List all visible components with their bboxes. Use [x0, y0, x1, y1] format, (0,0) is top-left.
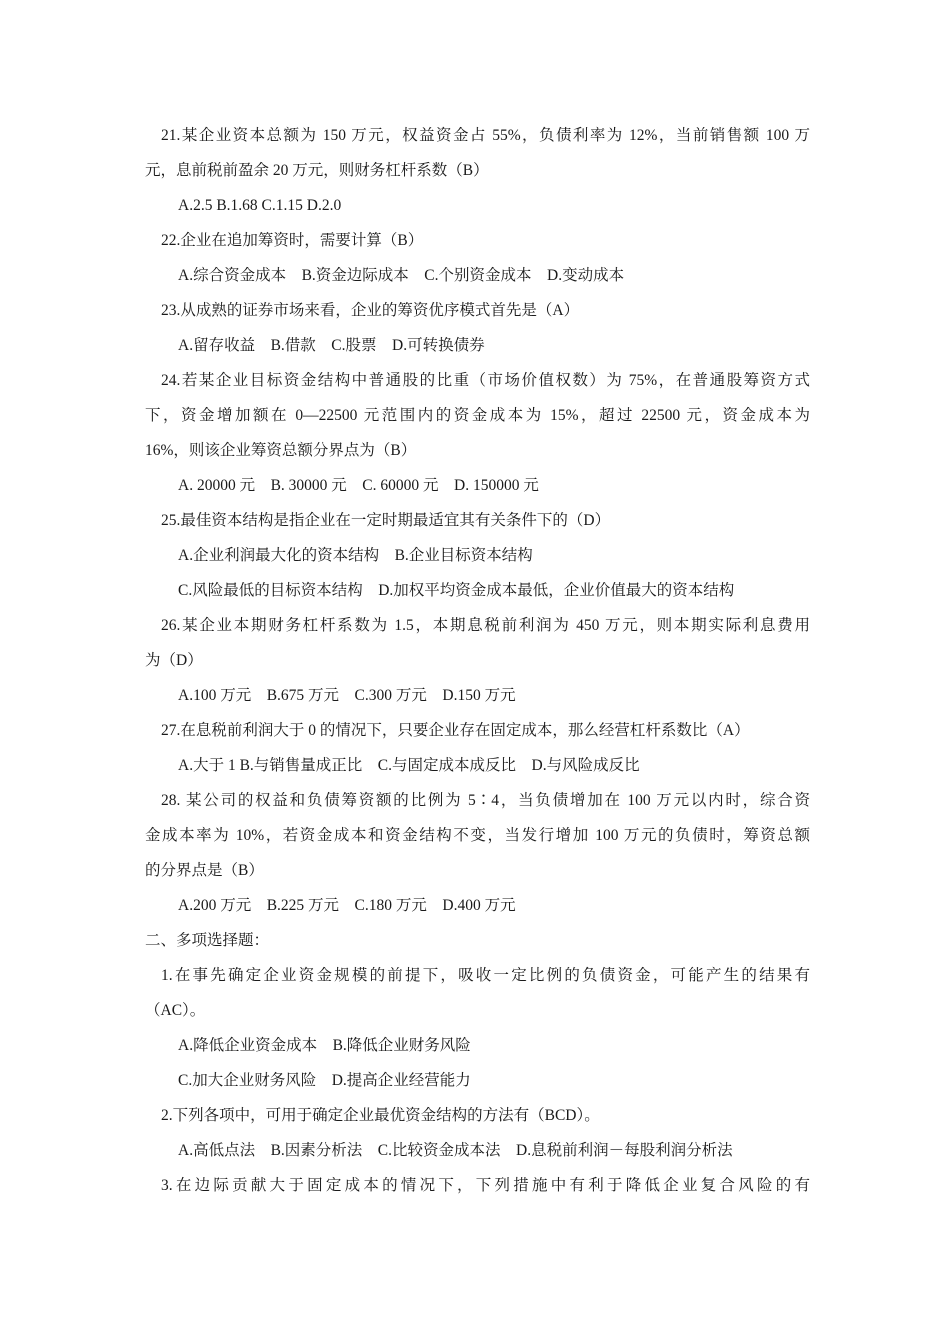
mc-question-1-line-2: （AC）。: [145, 1002, 206, 1019]
question-28-line-2: 金成本率为 10%，若资金成本和资金结构不变，当发行增加 100 万元的负债时，筹资总额: [145, 827, 810, 844]
question-21-options: A.2.5 B.1.68 C.1.15 D.2.0: [178, 197, 342, 214]
question-22-options: A.综合资金成本 B.资金边际成本 C.个别资金成本 D.变动成本: [178, 267, 625, 284]
mc-question-1-options-1: A.降低企业资金成本 B.降低企业财务风险: [178, 1037, 471, 1054]
question-27-options: A.大于 1 B.与销售量成正比 C.与固定成本成反比 D.与风险成反比: [178, 757, 640, 774]
question-27-line-1: 27.在息税前利润大于 0 的情况下，只要企业存在固定成本，那么经营杠杆系数比（A）: [161, 722, 750, 739]
question-25-line-1: 25.最佳资本结构是指企业在一定时期最适宜其有关条件下的（D）: [161, 512, 611, 529]
question-22-line-1: 22.企业在追加筹资时，需要计算（B）: [161, 232, 424, 249]
question-26-options: A.100 万元 B.675 万元 C.300 万元 D.150 万元: [178, 687, 516, 704]
mc-question-2-options: A.高低点法 B.因素分析法 C.比较资金成本法 D.息税前利润－每股利润分析法: [178, 1142, 733, 1159]
question-25-options-1: A.企业利润最大化的资本结构 B.企业目标资本结构: [178, 547, 533, 564]
question-24-line-2: 下，资金增加额在 0—22500 元范围内的资金成本为 15%，超过 22500 元，资金成本为: [145, 407, 810, 424]
mc-question-1-line-1: 1.在事先确定企业资金规模的前提下，吸收一定比例的负债资金，可能产生的结果有: [161, 967, 810, 984]
question-21-line-2: 元，息前税前盈余 20 万元，则财务杠杆系数（B）: [145, 162, 489, 179]
question-24-line-1: 24.若某企业目标资金结构中普通股的比重（市场价值权数）为 75%，在普通股筹资方式: [161, 372, 810, 389]
question-24-line-3: 16%，则该企业筹资总额分界点为（B）: [145, 442, 417, 459]
question-28-line-1: 28. 某公司的权益和负债筹资额的比例为 5∶4，当负债增加在 100 万元以内时，综合资: [161, 792, 810, 809]
question-26-line-1: 26.某企业本期财务杠杆系数为 1.5，本期息税前利润为 450 万元，则本期实际利息费用: [161, 617, 810, 634]
question-26-line-2: 为（D）: [145, 652, 203, 669]
question-28-line-3: 的分界点是（B）: [145, 862, 264, 879]
mc-question-3-line-1: 3.在边际贡献大于固定成本的情况下，下列措施中有利于降低企业复合风险的有: [161, 1177, 810, 1194]
question-28-options: A.200 万元 B.225 万元 C.180 万元 D.400 万元: [178, 897, 516, 914]
question-23-line-1: 23.从成熟的证券市场来看，企业的筹资优序模式首先是（A）: [161, 302, 580, 319]
question-25-options-2: C.风险最低的目标资本结构 D.加权平均资金成本最低，企业价值最大的资本结构: [178, 582, 735, 599]
document-body: [145, 118, 810, 1203]
section-heading-multiple-choice: 二、多项选择题：: [145, 932, 270, 949]
mc-question-1-options-2: C.加大企业财务风险 D.提高企业经营能力: [178, 1072, 471, 1089]
question-23-options: A.留存收益 B.借款 C.股票 D.可转换债券: [178, 337, 485, 354]
question-24-options: A. 20000 元 B. 30000 元 C. 60000 元 D. 150000 元: [178, 477, 539, 494]
question-21-line-1: 21.某企业资本总额为 150 万元，权益资金占 55%，负债利率为 12%，当前销售额 100 万: [161, 127, 810, 144]
mc-question-2-line-1: 2.下列各项中，可用于确定企业最优资金结构的方法有（BCD）。: [161, 1107, 600, 1124]
